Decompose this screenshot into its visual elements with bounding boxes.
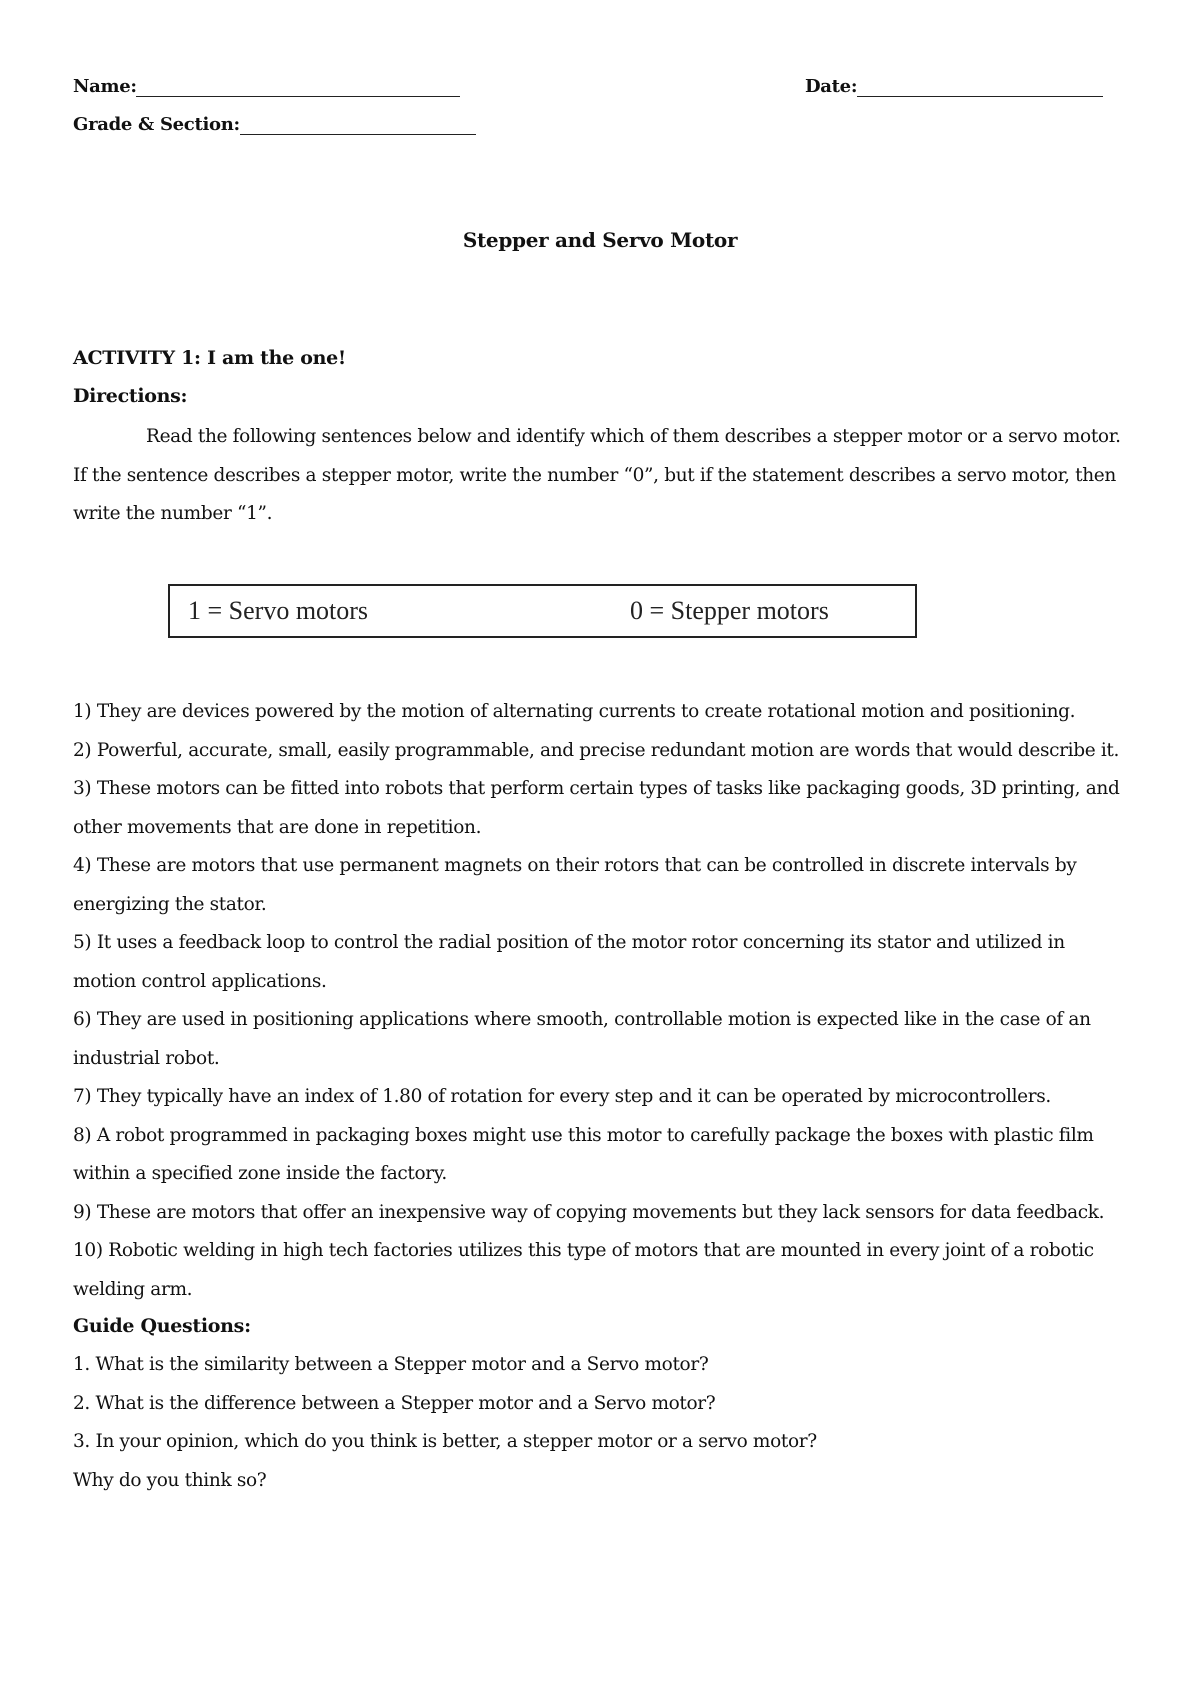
grade-section-label: Grade & Section: [73,114,240,135]
legend-servo: 1 = Servo motors [188,596,369,625]
list-item: 6) They are used in positioning applications where smooth, controllable motion is expected like in the case of an industrial robot. [73,1009,1091,1069]
list-item: 7) They typically have an index of 1.80 of rotation for every step and it can be operated by microcontrollers. [73,1086,1051,1107]
date-label: Date: [805,76,858,97]
guide-question: Why do you think so? [73,1469,267,1491]
name-blank-line [136,96,460,97]
directions-label: Directions: [73,385,188,407]
statement-list [73,693,1133,1309]
list-item: 2) Powerful, accurate, small, easily programmable, and precise redundant motion are words that would describe it. [73,739,1120,761]
guide-question: 1. What is the similarity between a Stepper motor and a Servo motor? [73,1354,709,1375]
guide-question: 3. In your opinion, which do you think is better, a stepper motor or a servo motor? [73,1431,817,1452]
list-item: 10) Robotic welding in high tech factories utilizes this type of motors that are mounted in every joint of a robotic welding arm. [73,1240,1094,1300]
guide-question: 2. What is the difference between a Stepper motor and a Servo motor? [73,1392,716,1414]
directions-text: Read the following sentences below and identify which of them describes a stepper motor or a servo motor. If the sentence describes a stepper motor, write the number “0”, but if the statement describes a servo motor, then write the number “1”. [73,426,1121,524]
name-label: Name: [73,76,137,97]
list-item: 4) These are motors that use permanent magnets on their rotors that can be controlled in discrete intervals by energizing the stator. [73,855,1077,915]
guide-questions-list [73,1346,1133,1500]
answer-key-legend [168,584,917,638]
legend-stepper: 0 = Stepper motors [630,596,829,625]
list-item: 9) These are motors that offer an inexpensive way of copying movements but they lack sensors for data feedback. [73,1201,1105,1223]
activity-heading: ACTIVITY 1: I am the one! [73,347,346,369]
guide-questions-label: Guide Questions: [73,1315,251,1337]
page-title: Stepper and Servo Motor [462,228,738,252]
list-item: 3) These motors can be fitted into robots that perform certain types of tasks like packaging goods, 3D printing, and other movements that are done in repetition. [73,778,1120,838]
list-item: 5) It uses a feedback loop to control the radial position of the motor rotor concerning its stator and utilized in motion control applications. [73,932,1065,992]
grade-section-blank-line [240,134,476,135]
date-blank-line [857,96,1103,97]
list-item: 1) They are devices powered by the motion of alternating currents to create rotational motion and positioning. [73,701,1076,722]
list-item: 8) A robot programmed in packaging boxes might use this motor to carefully package the boxes with plastic film within a specified zone inside the factory. [73,1124,1094,1184]
